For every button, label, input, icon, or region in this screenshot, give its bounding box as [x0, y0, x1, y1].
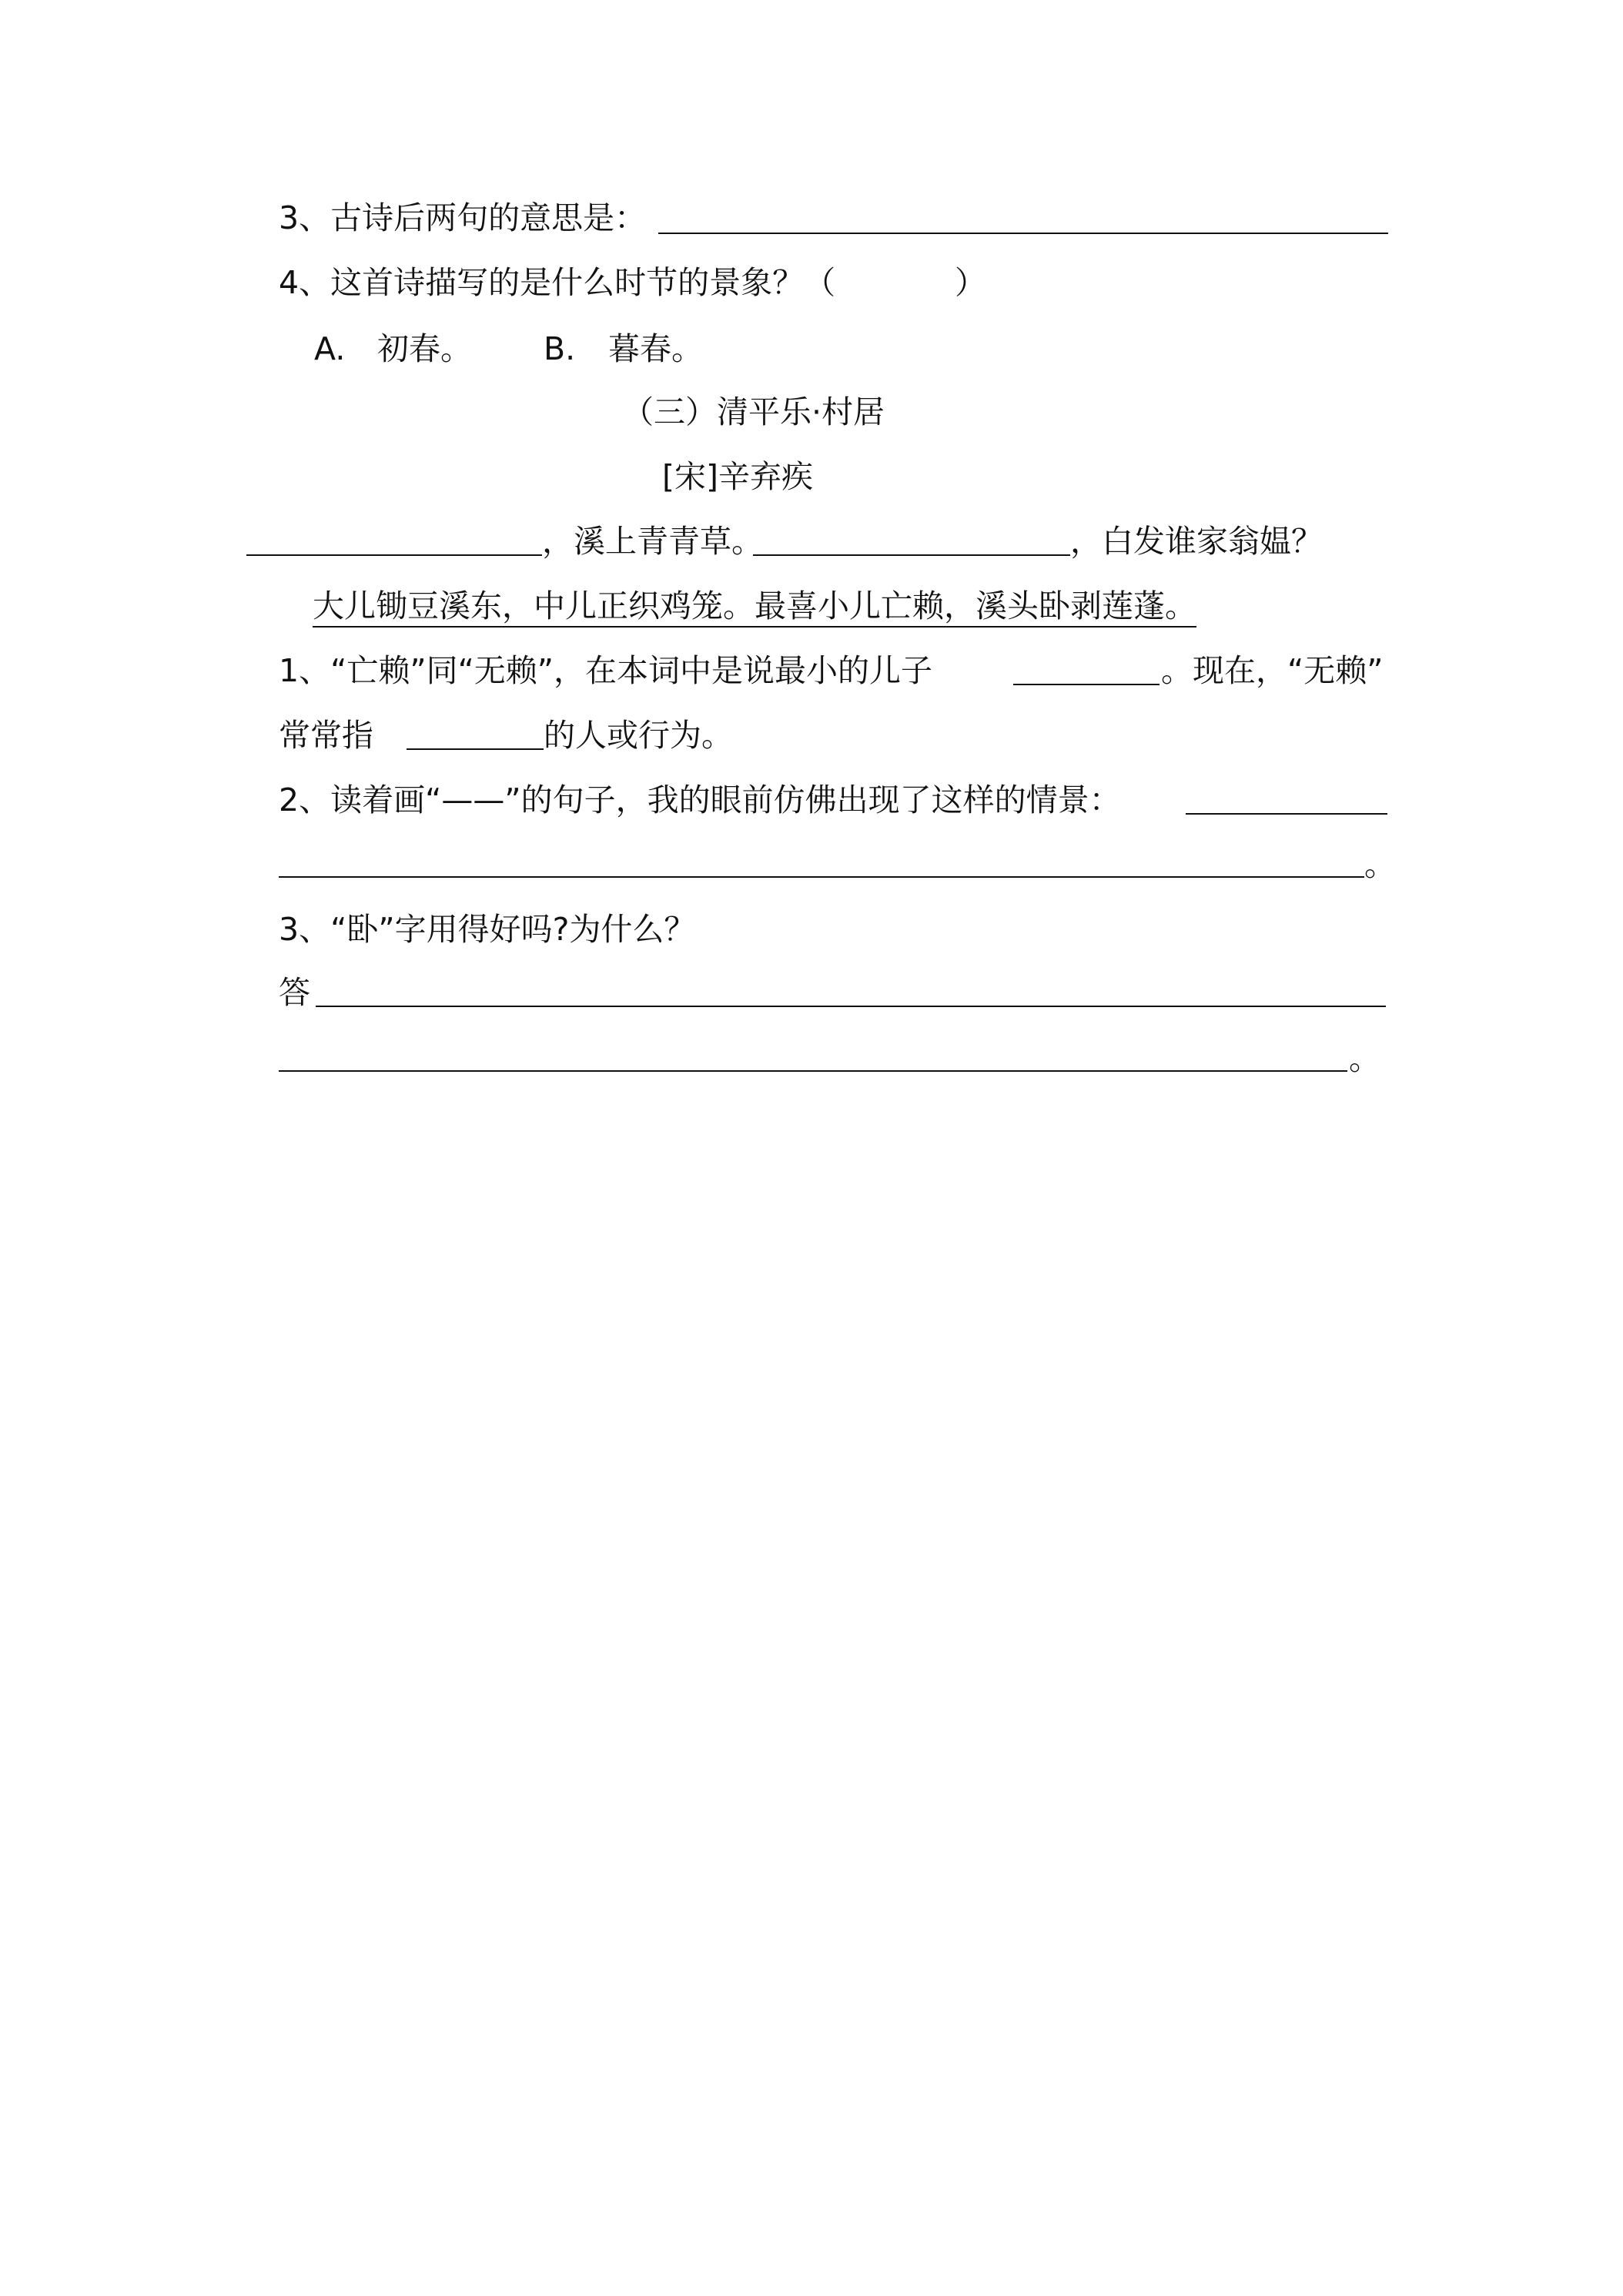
answer-blank-q2-a[interactable] [1186, 813, 1387, 815]
question-4-close-paren: ） [955, 264, 986, 301]
sub-question-1-part4: 的人或行为。 [544, 717, 733, 754]
question-3-label: 3、古诗后两句的意思是： [279, 199, 647, 236]
poem-line1-part2: ，白发谁家翁媪？ [1070, 523, 1323, 560]
option-b-text: 暮春。 [608, 330, 703, 367]
question-4-label: 4、这首诗描写的是什么时节的景象？（ [279, 264, 836, 301]
sub-question-2-label: 2、读着画“——”的句子，我的眼前仿佛出现了这样的情景： [279, 782, 1121, 818]
answer-blank-q3-b[interactable] [279, 1070, 1347, 1072]
poem-line1-part1: ，溪上青青草。 [542, 523, 763, 560]
poem-line2-underlined [313, 587, 1196, 625]
poem-line2-text: 大儿锄豆溪东，中儿正织鸡笼。最喜小儿亡赖，溪头卧剥莲蓬。 [313, 587, 1196, 628]
answer-blank-q2-b[interactable] [279, 876, 1364, 878]
answer-end: 。 [1349, 1040, 1380, 1077]
answer-blank-q1-b[interactable] [407, 748, 544, 750]
option-a-key: A. [314, 330, 346, 367]
poem-author: [宋]辛弃疾 [662, 458, 813, 495]
sub-question-1-part3: 常常指 [279, 717, 373, 754]
answer-blank-q3-a[interactable] [316, 1006, 1386, 1007]
poem-blank-1[interactable] [246, 554, 542, 556]
option-b-key: B. [544, 330, 576, 367]
poem-title: （三）清平乐·村居 [622, 393, 885, 430]
sub-question-1-part1: 1、“亡赖”同“无赖”，在本词中是说最小的儿子 [279, 652, 933, 689]
option-a-text: 初春。 [377, 330, 472, 367]
poem-blank-2[interactable] [753, 554, 1070, 556]
answer-blank-q1-a[interactable] [1013, 684, 1160, 685]
sub-question-2-end: 。 [1364, 846, 1396, 883]
answer-label: 答 [279, 974, 310, 1011]
sub-question-3-label: 3、“卧”字用得好吗?为什么？ [279, 911, 696, 948]
sub-question-1-part2: 。现在，“无赖” [1161, 652, 1384, 689]
answer-blank-q3[interactable] [658, 233, 1388, 234]
